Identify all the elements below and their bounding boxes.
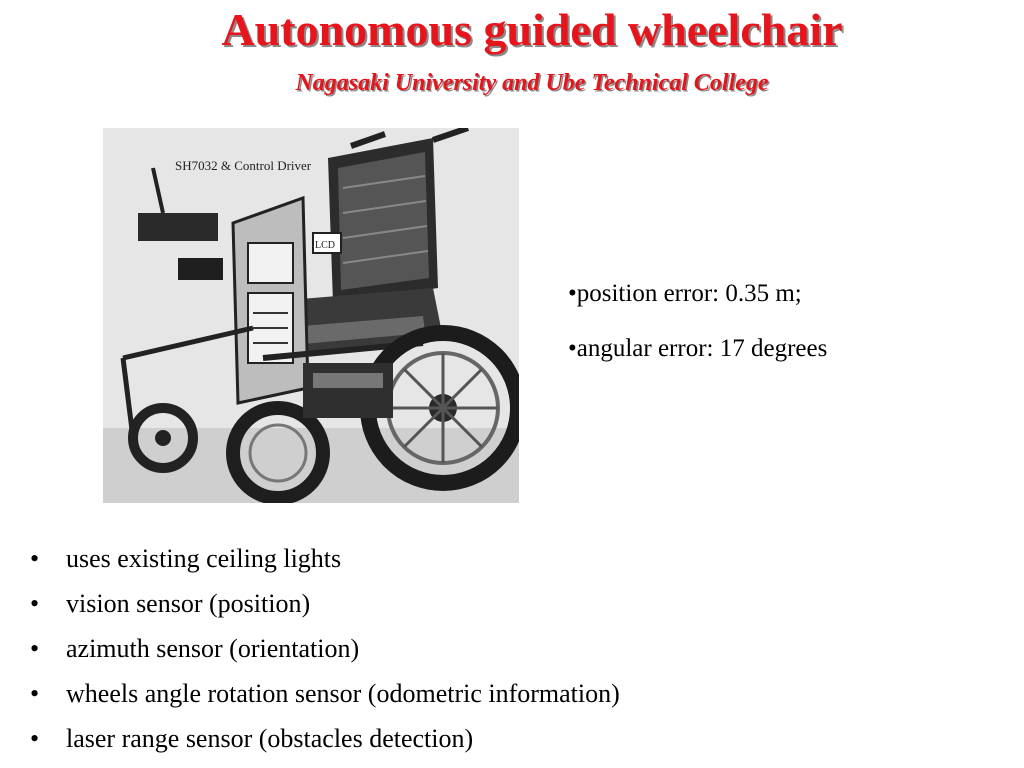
list-item: [30, 536, 1010, 581]
spec-position-error: •position error: 0.35 m;: [568, 280, 802, 307]
list-item-text: wheels angle rotation sensor (odometric information): [66, 679, 620, 708]
list-item: [30, 671, 1010, 716]
feature-list: [30, 536, 1010, 761]
photo-label-text: LCD: [315, 240, 335, 251]
bullet-icon: •: [30, 589, 40, 618]
spec-angular-error: •angular error: 17 degrees: [568, 335, 828, 362]
photo-caption-text: SH7032 & Control Driver: [175, 158, 312, 173]
wheelchair-photo: [103, 128, 519, 503]
slide-subtitle: Nagasaki University and Ube Technical College: [295, 70, 769, 96]
error-specs: [568, 278, 908, 388]
list-item-text: uses existing ceiling lights: [66, 544, 342, 573]
list-item-text: vision sensor (position): [66, 589, 311, 618]
list-item: [30, 581, 1010, 626]
bullet-icon: •: [30, 544, 40, 573]
list-item: [30, 716, 1010, 761]
list-item-text: laser range sensor (obstacles detection): [66, 724, 474, 753]
slide-title: Autonomous guided wheelchair: [221, 4, 843, 55]
bullet-icon: •: [30, 634, 40, 663]
bullet-icon: •: [30, 724, 40, 753]
bullet-icon: •: [30, 679, 40, 708]
list-item-text: azimuth sensor (orientation): [66, 634, 360, 663]
wheelchair-illustration: [103, 128, 519, 503]
list-item: [30, 626, 1010, 671]
